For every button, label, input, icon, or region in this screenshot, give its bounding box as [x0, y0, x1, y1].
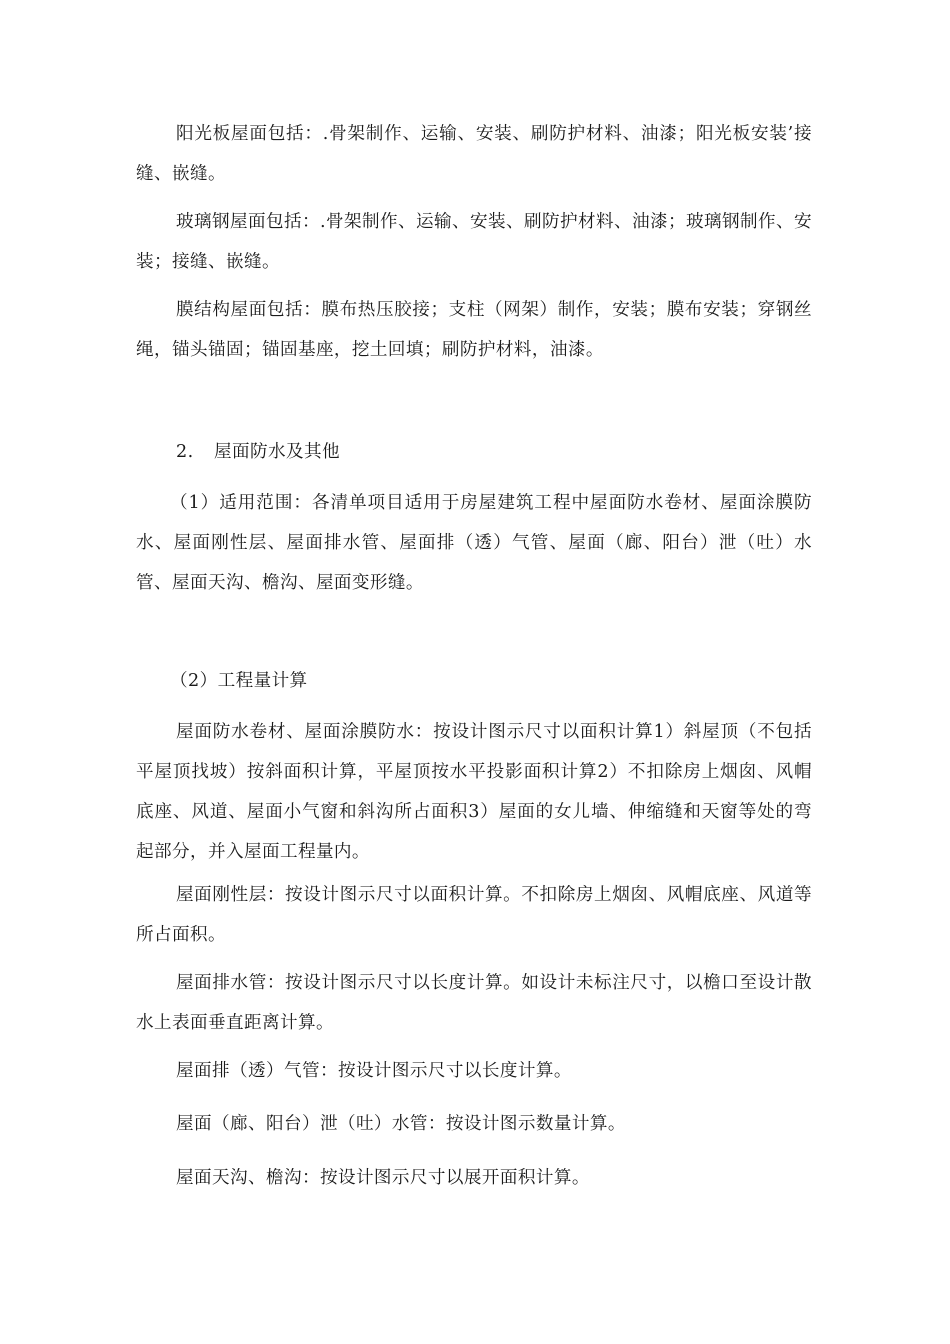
paragraph-spout-pipe: 屋面（廊、阳台）泄（吐）水管：按设计图示数量计算。 — [176, 1114, 626, 1134]
paragraph-fiberglass-roof: 玻璃钢屋面包括：.骨架制作、运输、安装、刷防护材料、油漆；玻璃钢制作、安装；接缝、嵌缝。 — [136, 212, 812, 272]
paragraph-rigid-layer: 屋面刚性层：按设计图示尺寸以面积计算。不扣除房上烟囱、风帽底座、风道等所占面积。 — [136, 885, 812, 945]
section-heading — [176, 432, 340, 472]
subheading-quantity-calc: （2）工程量计算 — [170, 671, 308, 691]
paragraph-vent-pipe: 屋面排（透）气管：按设计图示尺寸以长度计算。 — [176, 1061, 572, 1081]
paragraph-membrane-roof: 膜结构屋面包括：膜布热压胶接；支柱（网架）制作，安装；膜布安装；穿钢丝绳，锚头锚固；锚固基座，挖土回填；刷防护材料，油漆。 — [136, 300, 812, 360]
paragraph-drain-pipe: 屋面排水管：按设计图示尺寸以长度计算。如设计未标注尺寸，以檐口至设计散水上表面垂直距离计算。 — [136, 973, 812, 1033]
paragraph-sunlight-board-roof: 阳光板屋面包括：.骨架制作、运输、安装、刷防护材料、油漆；阳光板安装’接缝、嵌缝。 — [136, 124, 812, 184]
paragraph-scope: （1）适用范围：各清单项目适用于房屋建筑工程中屋面防水卷材、屋面涂膜防水、屋面刚性层、屋面排水管、屋面排（透）气管、屋面（廊、阳台）泄（吐）水管、屋面天沟、檐沟、屋面变形缝。 — [136, 493, 812, 593]
paragraph-waterproof-membrane: 屋面防水卷材、屋面涂膜防水：按设计图示尺寸以面积计算1）斜屋顶（不包括平屋顶找坡）按斜面积计算，平屋顶按水平投影面积计算2）不扣除房上烟囱、风帽底座、风道、屋面小气窗和斜沟所占面积3）屋面的女儿墙、伸缩缝和天窗等处的弯起部分，并入屋面工程量内。 — [136, 722, 812, 862]
section-number: 2. — [176, 442, 194, 462]
section-title: 屋面防水及其他 — [214, 442, 340, 462]
paragraph-gutter: 屋面天沟、檐沟：按设计图示尺寸以展开面积计算。 — [176, 1168, 590, 1188]
